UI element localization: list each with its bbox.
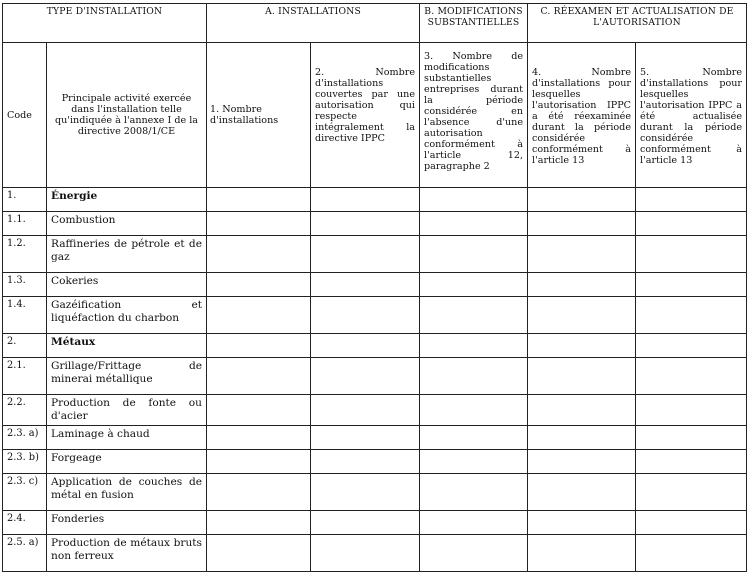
row-activity: Grillage/Frittage de minerai métallique [47,358,207,395]
empty-cell [311,535,420,572]
table-row [3,450,747,474]
row-code: 2.3. b) [3,450,47,474]
empty-cell [207,297,311,334]
empty-cell [528,236,636,273]
row-code: 1.3. [3,273,47,297]
empty-cell [311,474,420,511]
empty-cell [528,474,636,511]
empty-cell [528,395,636,426]
empty-cell [311,426,420,450]
row-code: 1. [3,188,47,212]
empty-cell [636,212,747,236]
empty-cell [636,334,747,358]
empty-cell [207,395,311,426]
empty-cell [420,450,528,474]
empty-cell [528,358,636,395]
empty-cell [528,535,636,572]
ippc-report-table [2,3,747,572]
row-code: 2.2. [3,395,47,426]
empty-cell [311,297,420,334]
empty-cell [636,450,747,474]
header-modifications: B. MODIFICATIONS SUBSTANTIELLES [420,4,528,43]
empty-cell [420,334,528,358]
row-code: 1.2. [3,236,47,273]
col-actualisee: 5. Nombre d'installations pour lesquelles l'autorisation IPPC a été actualisée durant la période considérée conformément à l'article 13 [636,43,747,188]
empty-cell [311,273,420,297]
row-code: 2. [3,334,47,358]
table-row [3,334,747,358]
row-activity: Raffineries de pétrole et de gaz [47,236,207,273]
empty-cell [420,474,528,511]
empty-cell [528,511,636,535]
empty-cell [311,236,420,273]
row-code: 2.4. [3,511,47,535]
group-header-row [3,4,747,43]
col-autorisation: 2. Nombre d'installations couvertes par une autorisation qui respecte intégralement la directive IPPC [311,43,420,188]
empty-cell [636,358,747,395]
table-body [3,188,747,572]
row-activity: Production de fonte ou d'acier [47,395,207,426]
empty-cell [528,273,636,297]
empty-cell [207,212,311,236]
row-code: 1.1. [3,212,47,236]
col-nombre-installations: 1. Nombre d'installations [207,43,311,188]
empty-cell [311,395,420,426]
table-row [3,188,747,212]
table-row [3,236,747,273]
empty-cell [636,236,747,273]
row-code: 2.1. [3,358,47,395]
empty-cell [528,334,636,358]
table-row [3,535,747,572]
empty-cell [528,426,636,450]
empty-cell [311,212,420,236]
table-row [3,358,747,395]
empty-cell [636,273,747,297]
empty-cell [528,450,636,474]
empty-cell [636,511,747,535]
empty-cell [311,511,420,535]
empty-cell [207,474,311,511]
empty-cell [207,426,311,450]
empty-cell [528,297,636,334]
row-activity: Production de métaux bruts non ferreux [47,535,207,572]
col-activity: Principale activité exercée dans l'installation telle qu'indiquée à l'annexe I de la directive 2008/1/CE [47,43,207,188]
row-code: 1.4. [3,297,47,334]
row-activity: Gazéification et liquéfaction du charbon [47,297,207,334]
empty-cell [420,358,528,395]
header-installations: A. INSTALLATIONS [207,4,420,43]
col-modifications: 3. Nombre de modifications substantielles entreprises durant la période considérée en l'absence d'une autorisation conformément à l'article 12, paragraphe 2 [420,43,528,188]
column-header-row [3,43,747,188]
empty-cell [420,188,528,212]
empty-cell [420,236,528,273]
empty-cell [311,450,420,474]
header-reexamen: C. RÉEXAMEN ET ACTUALISATION DE L'AUTORISATION [528,4,747,43]
empty-cell [636,474,747,511]
table-row [3,297,747,334]
empty-cell [420,395,528,426]
row-activity: Cokeries [47,273,207,297]
table-row [3,212,747,236]
row-activity: Laminage à chaud [47,426,207,450]
row-code: 2.3. c) [3,474,47,511]
empty-cell [528,212,636,236]
row-code: 2.3. a) [3,426,47,450]
col-code: Code [3,43,47,188]
empty-cell [207,188,311,212]
empty-cell [420,297,528,334]
row-activity: Métaux [47,334,207,358]
empty-cell [636,297,747,334]
empty-cell [420,511,528,535]
empty-cell [636,535,747,572]
empty-cell [420,426,528,450]
table-row [3,511,747,535]
empty-cell [636,395,747,426]
empty-cell [311,188,420,212]
empty-cell [528,188,636,212]
empty-cell [636,426,747,450]
empty-cell [207,236,311,273]
table-row [3,273,747,297]
row-activity: Combustion [47,212,207,236]
row-activity: Fonderies [47,511,207,535]
empty-cell [420,273,528,297]
row-activity: Application de couches de métal en fusion [47,474,207,511]
header-type: TYPE D'INSTALLATION [3,4,207,43]
empty-cell [207,334,311,358]
empty-cell [207,358,311,395]
row-activity: Forgeage [47,450,207,474]
empty-cell [420,212,528,236]
table-row [3,395,747,426]
empty-cell [207,511,311,535]
row-code: 2.5. a) [3,535,47,572]
empty-cell [311,358,420,395]
table-row [3,474,747,511]
empty-cell [207,450,311,474]
empty-cell [420,535,528,572]
row-activity: Énergie [47,188,207,212]
empty-cell [207,273,311,297]
empty-cell [311,334,420,358]
table-row [3,426,747,450]
empty-cell [636,188,747,212]
empty-cell [207,535,311,572]
col-reexaminee: 4. Nombre d'installations pour lesquelles l'autorisation IPPC a été réexaminée durant la période considérée conformément à l'article 13 [528,43,636,188]
